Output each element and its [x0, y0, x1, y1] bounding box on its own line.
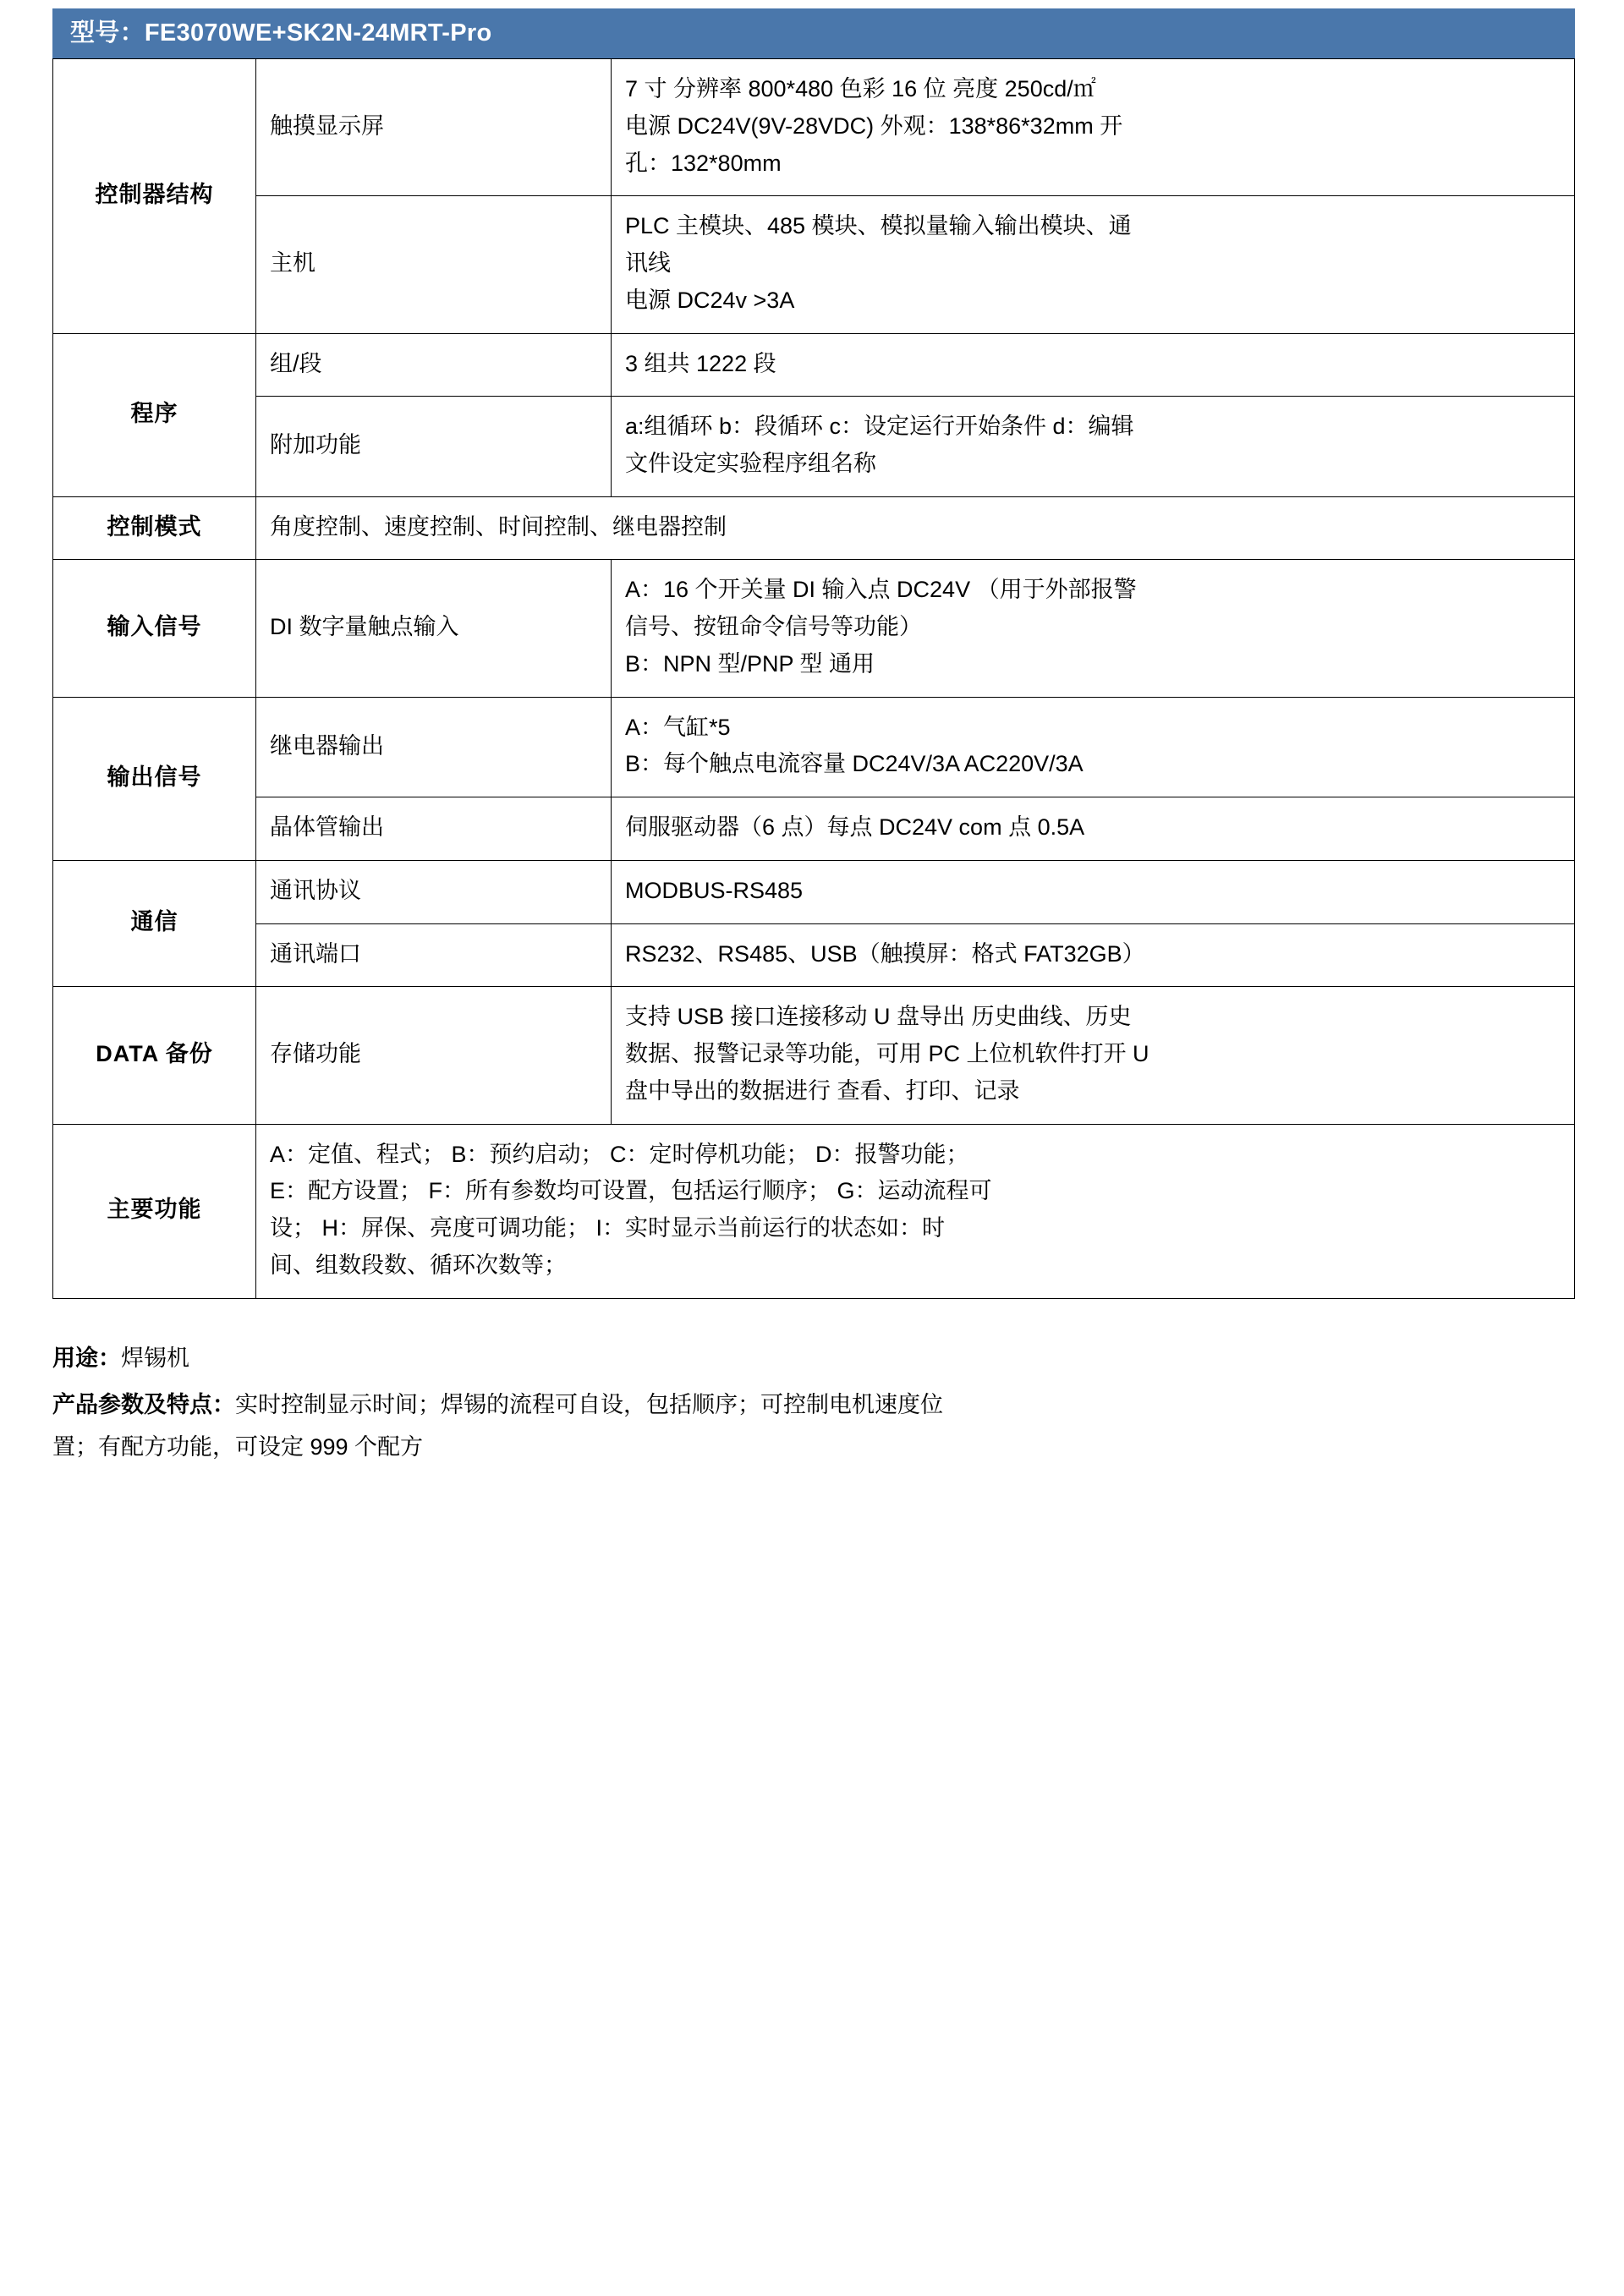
table-row: [53, 697, 1575, 797]
value-line: PLC 主模块、485 模块、模拟量输入输出模块、通: [625, 213, 1132, 239]
value-line: a:组循环 b：段循环 c：设定运行开始条件 d：编辑: [625, 414, 1134, 440]
value-cell: [612, 860, 1575, 923]
table-row: [53, 1124, 1575, 1298]
value-line: B：NPN 型/PNP 型 通用: [625, 650, 875, 677]
specification-table: [52, 58, 1575, 1298]
subitem-cell: 晶体管输出: [256, 797, 612, 861]
table-row: [53, 987, 1575, 1124]
category-cell: 程序: [53, 333, 256, 496]
usage-label: 用途：: [52, 1345, 121, 1371]
value-line: 间、组数段数、循环次数等；: [270, 1252, 567, 1278]
subitem-cell: 触摸显示屏: [256, 59, 612, 196]
value-line: 伺服驱动器（6 点）每点 DC24V com 点 0.5A: [625, 814, 1085, 841]
value-line: 支持 USB 接口连接移动 U 盘导出 历史曲线、历史: [625, 1004, 1132, 1030]
value-line: 孔：132*80mm: [625, 150, 782, 176]
value-line: 讯线: [625, 250, 671, 277]
features-text-1: 实时控制显示时间；焊锡的流程可自设，包括顺序；可控制电机速度位: [235, 1392, 943, 1418]
category-cell: 控制器结构: [53, 59, 256, 333]
value-cell: [612, 560, 1575, 697]
subitem-cell: 通讯端口: [256, 923, 612, 987]
category-cell: 主要功能: [53, 1124, 256, 1298]
value-line: 文件设定实验程序组名称: [625, 451, 876, 477]
category-cell: 控制模式: [53, 496, 256, 560]
subitem-cell: 继电器输出: [256, 697, 612, 797]
value-line: RS232、RS485、USB（触摸屏：格式 FAT32GB）: [625, 940, 1145, 967]
subitem-cell: 组/段: [256, 333, 612, 397]
value-line: 盘中导出的数据进行 查看、打印、记录: [625, 1077, 1020, 1104]
value-cell: [612, 196, 1575, 333]
model-title-bar: 型号：FE3070WE+SK2N-24MRT-Pro: [52, 8, 1575, 58]
value-line: MODBUS-RS485: [625, 877, 804, 903]
table-row: [53, 59, 1575, 196]
category-cell: 输入信号: [53, 560, 256, 697]
value-line: A：气缸*5: [625, 714, 731, 740]
subitem-cell: 通讯协议: [256, 860, 612, 923]
category-cell: 通信: [53, 860, 256, 986]
value-cell: [612, 333, 1575, 397]
subitem-cell: 存储功能: [256, 987, 612, 1124]
value-cell: [612, 697, 1575, 797]
value-line: B：每个触点电流容量 DC24V/3A AC220V/3A: [625, 751, 1084, 777]
value-cell: [256, 496, 1575, 560]
usage-value: 焊锡机: [121, 1345, 189, 1371]
spec-sheet: [52, 8, 1575, 1469]
table-row: [53, 797, 1575, 861]
category-cell: 输出信号: [53, 697, 256, 860]
features-label: 产品参数及特点：: [52, 1392, 235, 1418]
features-line-2: 置；有配方功能，可设定 999 个配方: [52, 1434, 424, 1460]
value-line: E：配方设置； F：所有参数均可设置，包括运行顺序； G：运动流程可: [270, 1178, 992, 1204]
value-line: A：16 个开关量 DI 输入点 DC24V （用于外部报警: [625, 577, 1137, 603]
value-line: 数据、报警记录等功能，可用 PC 上位机软件打开 U: [625, 1041, 1149, 1067]
table-row: [53, 333, 1575, 397]
value-cell: [612, 923, 1575, 987]
value-line: A：定值、程式； B：预约启动； C：定时停机功能； D：报警功能；: [270, 1141, 969, 1167]
subitem-cell: DI 数字量触点输入: [256, 560, 612, 697]
category-cell: DATA 备份: [53, 987, 256, 1124]
value-line: 7 寸 分辨率 800*480 色彩 16 位 亮度 250cd/㎡: [625, 76, 1096, 102]
value-line: 3 组共 1222 段: [625, 350, 776, 376]
value-line: 电源 DC24v >3A: [625, 287, 795, 313]
usage-line: [52, 1338, 1575, 1380]
table-row: [53, 560, 1575, 697]
value-line: 信号、按钮命令信号等功能）: [625, 614, 922, 640]
footer-notes: [52, 1338, 1575, 1470]
value-cell: [612, 397, 1575, 496]
features-line: [52, 1384, 1575, 1427]
value-line: 电源 DC24V(9V-28VDC) 外观：138*86*32mm 开: [625, 112, 1123, 139]
value-cell: [256, 1124, 1575, 1298]
table-row: [53, 397, 1575, 496]
table-row: [53, 196, 1575, 333]
value-cell: [612, 797, 1575, 861]
subitem-cell: 主机: [256, 196, 612, 333]
value-cell: [612, 987, 1575, 1124]
subitem-cell: 附加功能: [256, 397, 612, 496]
value-cell: [612, 59, 1575, 196]
table-row: [53, 860, 1575, 923]
value-line: 角度控制、速度控制、时间控制、继电器控制: [270, 513, 727, 540]
table-row: [53, 923, 1575, 987]
table-row: [53, 496, 1575, 560]
value-line: 设； H：屏保、亮度可调功能； I：实时显示当前运行的状态如：时: [270, 1215, 946, 1241]
